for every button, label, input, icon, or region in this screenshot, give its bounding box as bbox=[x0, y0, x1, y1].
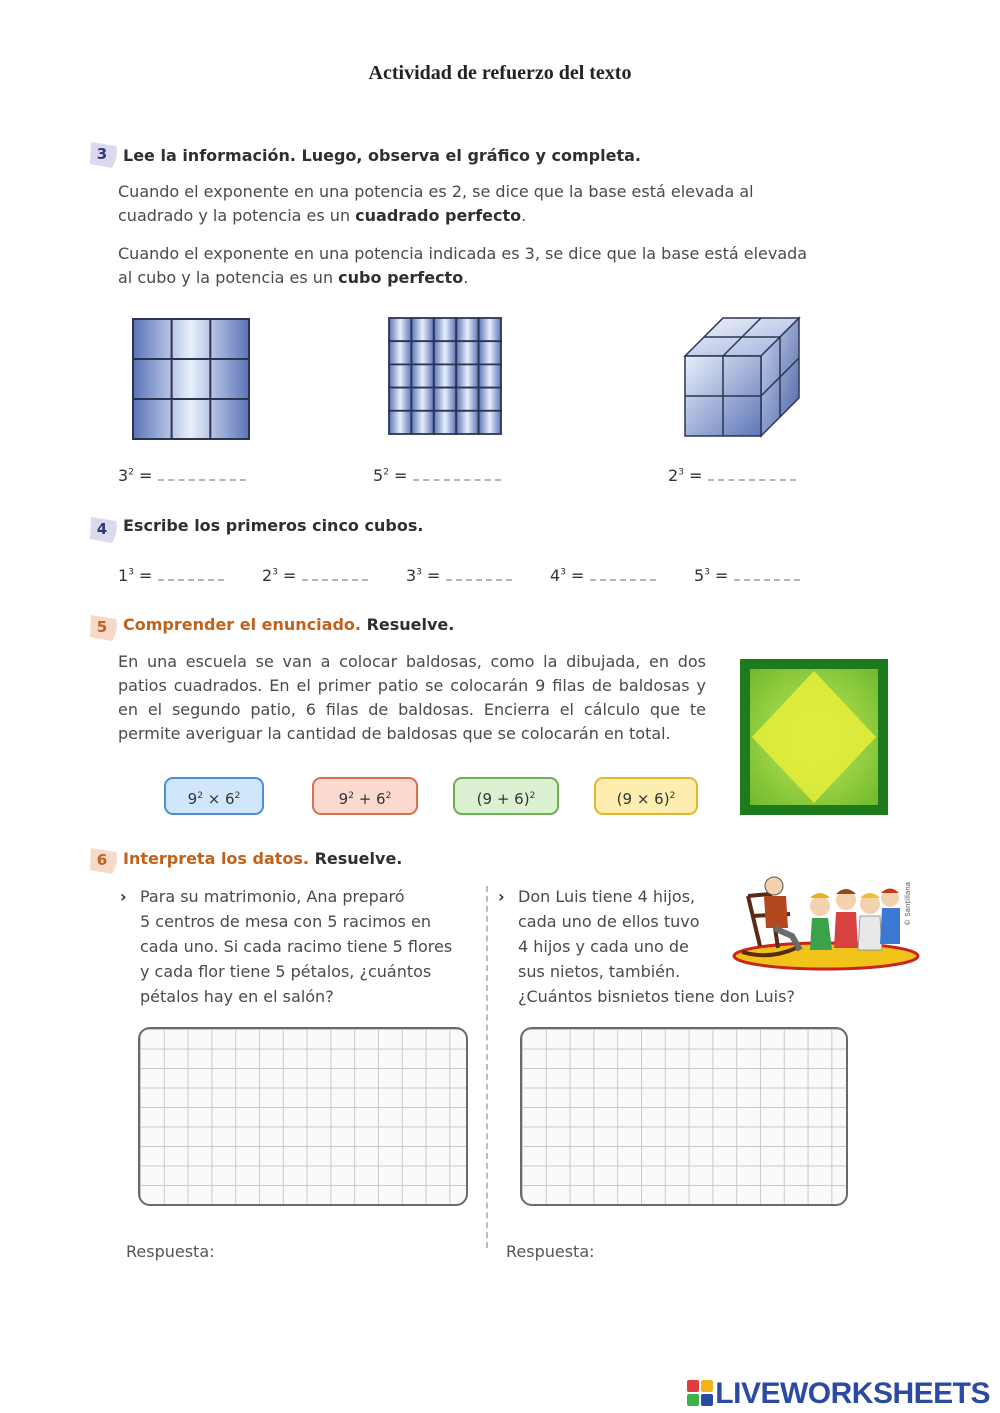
answer-blank[interactable] bbox=[158, 569, 224, 581]
square-cell bbox=[479, 411, 501, 434]
square-cell bbox=[434, 411, 456, 434]
option-a-button[interactable]: $9^2 \times 6^2$ bbox=[164, 777, 264, 815]
exercise-number-badge: 6 bbox=[88, 846, 120, 876]
square-cell bbox=[479, 364, 501, 387]
option-b-button[interactable]: $9^2 + 6^2$ bbox=[312, 777, 418, 815]
cube-equation-5: $5^3$ = bbox=[694, 566, 800, 585]
square-cell bbox=[411, 341, 433, 364]
square-cell bbox=[434, 341, 456, 364]
answer-blank[interactable] bbox=[708, 469, 796, 481]
section-5-heading: Comprender el enunciado. Resuelve. bbox=[123, 615, 455, 634]
section-3-equation-1: $3^2$ = bbox=[118, 466, 246, 485]
square-cell bbox=[434, 388, 456, 411]
square-cell bbox=[479, 388, 501, 411]
square-3x3-figure bbox=[132, 318, 250, 440]
problem-left-line: 5 centros de mesa con 5 racimos en bbox=[140, 912, 431, 931]
column-divider bbox=[486, 886, 488, 1248]
section-3-paragraph-2: Cuando el exponente en una potencia indicada es 3, se dice que la base está elevada al cubo y la potencia es un cubo perfecto. bbox=[118, 244, 808, 287]
bullet-chevron-icon: › bbox=[120, 887, 127, 906]
square-cell bbox=[479, 341, 501, 364]
square-cell bbox=[411, 388, 433, 411]
problem-right-line: Don Luis tiene 4 hijos, bbox=[518, 887, 696, 906]
left-answer-grid[interactable] bbox=[138, 1027, 468, 1206]
answer-blank[interactable] bbox=[158, 469, 246, 481]
square-cell bbox=[434, 364, 456, 387]
square-cell bbox=[479, 318, 501, 341]
problem-right-line: ¿Cuántos bisnietos tiene don Luis? bbox=[518, 987, 795, 1006]
square-cell bbox=[456, 411, 478, 434]
section-5-paragraph: En una escuela se van a colocar baldosas, como la dibujada, en dos patios cuadrados. En el primer patio se colocarán 9 filas de baldosas y en el segundo patio, 6 filas de baldosas. Encierra el cálculo que te permite averiguar la cantidad de baldosas que se colocarán en total. bbox=[118, 652, 706, 743]
cube-equation-3: $3^3$ = bbox=[406, 566, 512, 585]
page-title: Actividad de refuerzo del texto bbox=[368, 62, 632, 84]
tile-illustration bbox=[740, 659, 888, 815]
square-cell bbox=[389, 364, 411, 387]
left-answer-label: Respuesta: bbox=[126, 1242, 215, 1261]
answer-blank[interactable] bbox=[302, 569, 368, 581]
answer-blank[interactable] bbox=[590, 569, 656, 581]
family-illustration bbox=[730, 866, 922, 972]
problem-left-line: y cada flor tiene 5 pétalos, ¿cuántos bbox=[140, 962, 432, 981]
problem-left-line: cada uno. Si cada racimo tiene 5 flores bbox=[140, 937, 453, 956]
right-answer-grid[interactable] bbox=[520, 1027, 848, 1206]
option-d-button[interactable]: $(9 \times 6)^2$ bbox=[594, 777, 698, 815]
square-cell bbox=[411, 411, 433, 434]
section-6-heading: Interpreta los datos. Resuelve. bbox=[123, 849, 403, 868]
square-cell bbox=[389, 411, 411, 434]
exercise-number-badge: 4 bbox=[88, 515, 120, 545]
square-cell bbox=[456, 388, 478, 411]
square-cell bbox=[411, 318, 433, 341]
square-cell bbox=[456, 364, 478, 387]
problem-right-line: sus nietos, también. bbox=[518, 962, 681, 981]
square-cell bbox=[456, 341, 478, 364]
square-5x5-figure bbox=[387, 316, 503, 436]
right-answer-label: Respuesta: bbox=[506, 1242, 595, 1261]
problem-right-line: cada uno de ellos tuvo bbox=[518, 912, 700, 931]
square-cell bbox=[434, 318, 456, 341]
section-3-equation-2: $5^2$ = bbox=[373, 466, 501, 485]
problem-left-line: Para su matrimonio, Ana preparó bbox=[140, 887, 405, 906]
square-cell bbox=[389, 341, 411, 364]
problem-left-line: pétalos hay en el salón? bbox=[140, 987, 334, 1006]
answer-blank[interactable] bbox=[734, 569, 800, 581]
cube-equation-1: $1^3$ = bbox=[118, 566, 224, 585]
exercise-number-badge: 3 bbox=[88, 140, 120, 170]
cube-equation-2: $2^3$ = bbox=[262, 566, 368, 585]
cube-equation-4: $4^3$ = bbox=[550, 566, 656, 585]
section-3-heading: Lee la información. Luego, observa el gráfico y completa. bbox=[123, 146, 641, 165]
section-4-heading: Escribe los primeros cinco cubos. bbox=[123, 516, 424, 535]
option-c-button[interactable]: $(9 + 6)^2$ bbox=[453, 777, 559, 815]
illustration-credit: © Santillana bbox=[904, 882, 912, 926]
liveworksheets-logo: LIVEWORKSHEETS bbox=[687, 1377, 990, 1411]
section-3-equation-3: $2^3$ = bbox=[668, 466, 796, 485]
exercise-number-badge: 5 bbox=[88, 613, 120, 643]
square-cell bbox=[389, 318, 411, 341]
section-3-paragraph-1: Cuando el exponente en una potencia es 2, se dice que la base está elevada al cuadrado y la potencia es un cuadrado perfecto. bbox=[118, 182, 754, 225]
cube-2x2x2-figure bbox=[682, 314, 802, 440]
square-cell bbox=[456, 318, 478, 341]
bullet-chevron-icon: › bbox=[498, 887, 505, 906]
liveworksheets-mark-icon bbox=[687, 1380, 713, 1406]
answer-blank[interactable] bbox=[413, 469, 501, 481]
square-cell bbox=[389, 388, 411, 411]
problem-right-line: 4 hijos y cada uno de bbox=[518, 937, 689, 956]
square-cell bbox=[411, 364, 433, 387]
answer-blank[interactable] bbox=[446, 569, 512, 581]
problem-left bbox=[118, 884, 452, 1009]
